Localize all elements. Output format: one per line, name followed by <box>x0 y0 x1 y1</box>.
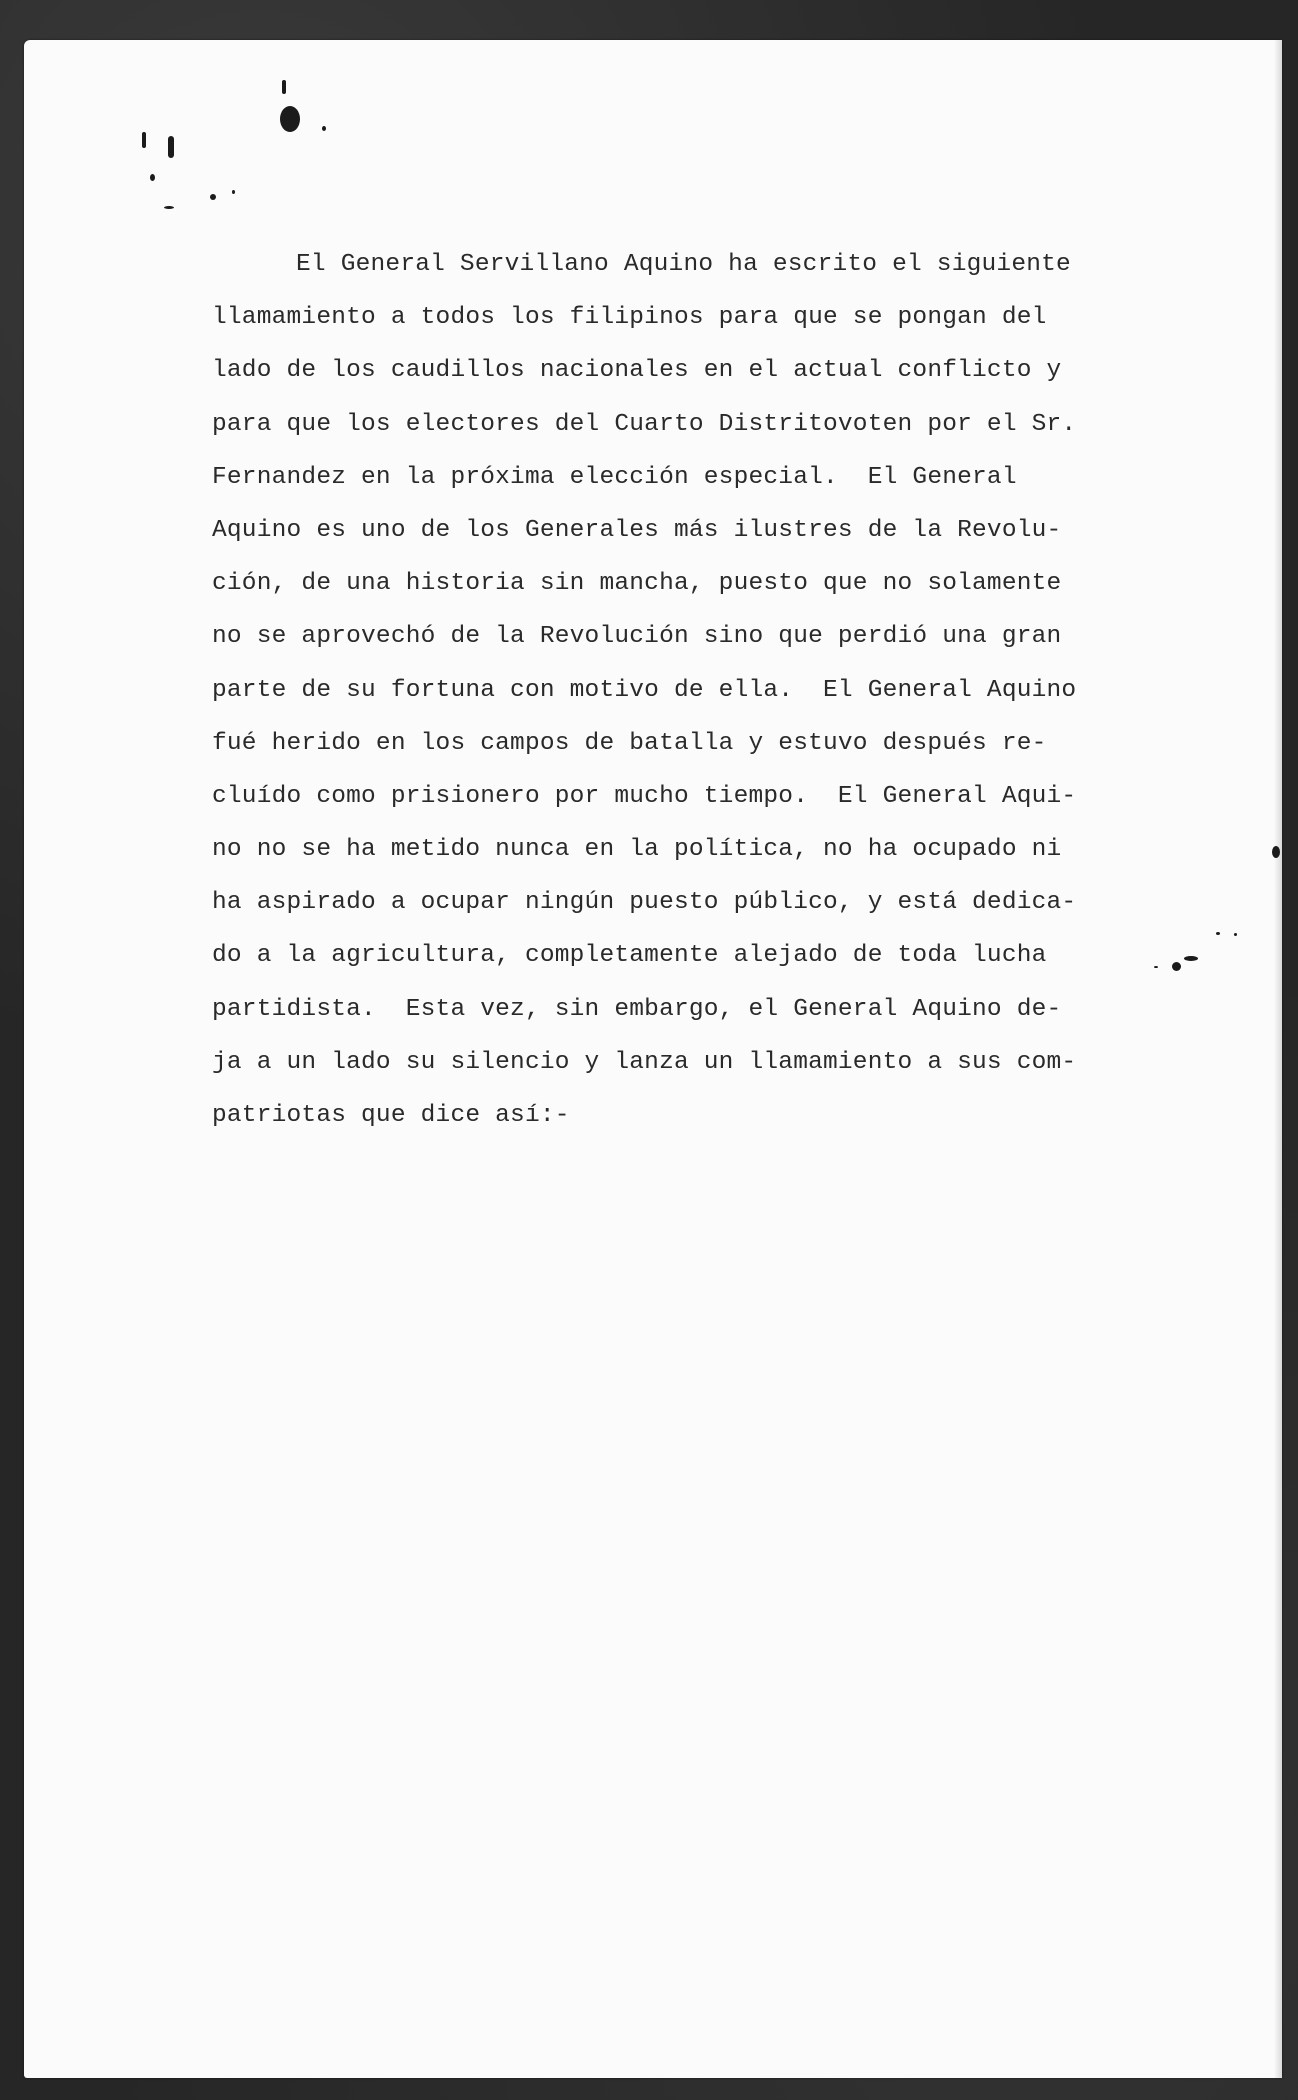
ink-stain <box>280 106 300 132</box>
text-line: no se aprovechó de la Revolución sino que perdió una gran <box>212 623 1062 651</box>
ink-speck <box>1154 966 1158 968</box>
ink-speck <box>232 190 235 194</box>
text-line: patriotas que dice así:- <box>212 1102 570 1129</box>
ink-speck <box>168 136 174 158</box>
text-line: do a la agricultura, completamente alejado de toda lucha <box>212 942 1047 970</box>
ink-speck <box>1234 933 1237 936</box>
ink-speck <box>150 174 155 181</box>
text-line: no no se ha metido nunca en la política, no ha ocupado ni <box>212 836 1062 864</box>
text-line: ción, de una historia sin mancha, puesto que no solamente <box>212 570 1062 598</box>
text-line: El General Servillano Aquino ha escrito el siguiente <box>296 251 1071 278</box>
text-line: lado de los caudillos nacionales en el actual conflicto y <box>212 357 1062 385</box>
ink-speck <box>1184 956 1198 961</box>
text-line: fué herido en los campos de batalla y estuvo después re- <box>212 729 1047 757</box>
text-line: partidista. Esta vez, sin embargo, el General Aquino de- <box>212 995 1062 1023</box>
text-line: para que los electores del Cuarto Distritovoten por el Sr. <box>212 410 1077 438</box>
page-edge-shadow <box>1274 40 1282 2078</box>
text-line: llamamiento a todos los filipinos para que se pongan del <box>212 304 1047 332</box>
text-line: parte de su fortuna con motivo de ella. El General Aquino <box>212 676 1077 704</box>
ink-speck <box>1216 932 1220 935</box>
text-line: Fernandez en la próxima elección especial. El General <box>212 463 1017 491</box>
ink-speck <box>322 126 326 131</box>
text-line: ha aspirado a ocupar ningún puesto público, y está dedica- <box>212 889 1077 917</box>
text-line: ja a un lado su silencio y lanza un llamamiento a sus com- <box>212 1048 1077 1076</box>
text-line: Aquino es uno de los Generales más ilustres de la Revolu- <box>212 516 1062 544</box>
ink-speck <box>282 80 286 94</box>
ink-speck <box>1172 962 1181 971</box>
ink-speck <box>142 132 146 148</box>
ink-speck <box>1272 846 1280 858</box>
typed-paragraph <box>212 238 1152 1142</box>
ink-speck <box>210 194 216 200</box>
text-line: cluído como prisionero por mucho tiempo. El General Aqui- <box>212 782 1077 810</box>
ink-speck <box>164 206 174 209</box>
